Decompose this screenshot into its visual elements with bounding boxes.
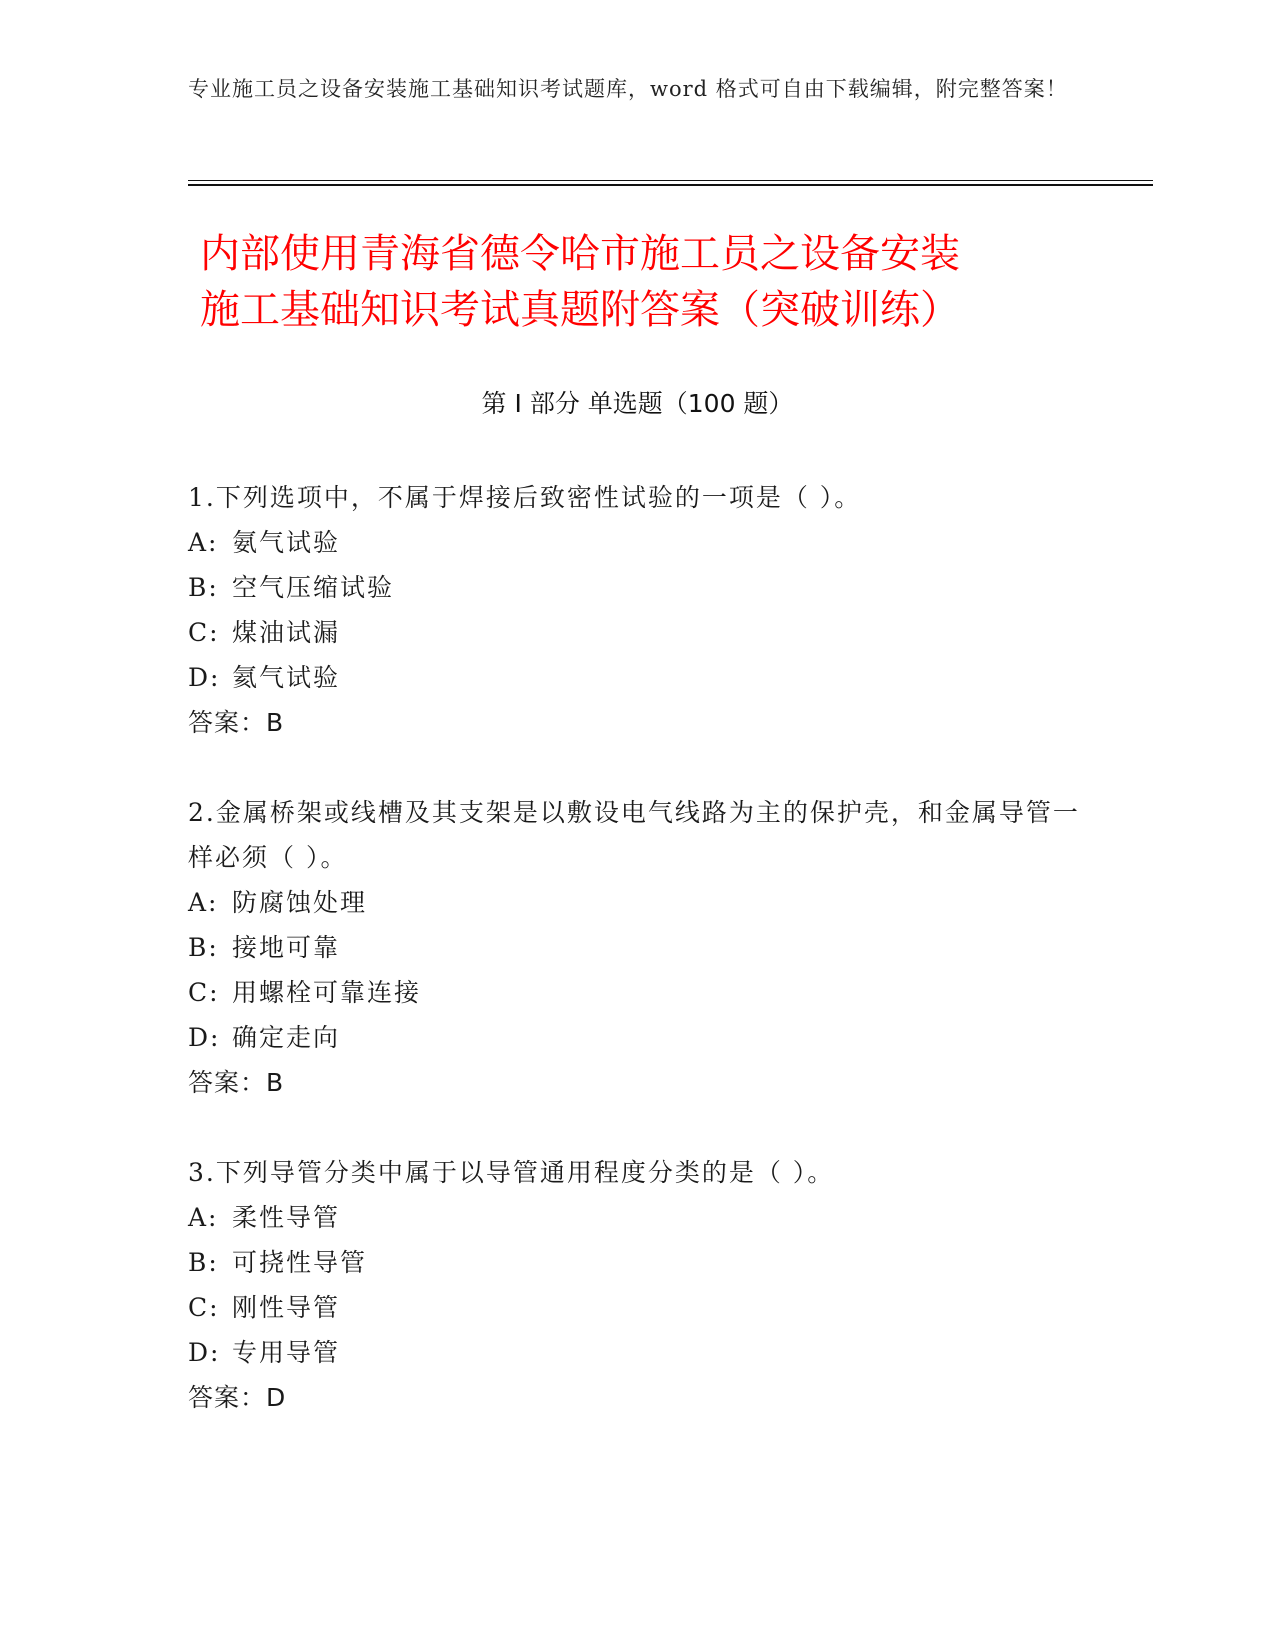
option-text: 氨气试验 <box>232 528 341 557</box>
option-letter: A: <box>188 888 219 917</box>
answer-line: 答案：B <box>188 708 285 737</box>
question-stem: 2.金属桥架或线槽及其支架是以敷设电气线路为主的保护壳，和金属导管一样必须（ ）。 <box>188 798 1080 872</box>
section-heading: 第 I 部分 单选题（100 题） <box>481 389 794 418</box>
document-title-line-1: 内部使用青海省德令哈市施工员之设备安装 <box>200 231 960 277</box>
option-text: 确定走向 <box>232 1023 341 1052</box>
header-divider-thin <box>188 180 1153 181</box>
option-d <box>188 1015 1088 1060</box>
option-c <box>188 1285 1088 1330</box>
answer-line: 答案：B <box>188 1068 285 1097</box>
question-list <box>188 475 1088 1465</box>
question-3 <box>188 1150 1088 1420</box>
option-text: 防腐蚀处理 <box>232 888 368 917</box>
document-title-line-2: 施工基础知识考试真题附答案（突破训练） <box>200 287 960 333</box>
option-letter: A: <box>188 1203 219 1232</box>
option-text: 可挠性导管 <box>232 1248 368 1277</box>
option-letter: B: <box>188 573 219 602</box>
option-text: 煤油试漏 <box>232 618 341 647</box>
option-a <box>188 1195 1088 1240</box>
header-divider-thick <box>188 184 1153 186</box>
question-stem: 3.下列导管分类中属于以导管通用程度分类的是（ ）。 <box>188 1158 835 1187</box>
header-note: 专业施工员之设备安装施工基础知识考试题库，word 格式可自由下载编辑，附完整答案！ <box>188 77 1068 101</box>
option-text: 用螺栓可靠连接 <box>232 978 422 1007</box>
option-letter: A: <box>188 528 219 557</box>
option-c <box>188 610 1088 655</box>
option-letter: C: <box>188 1293 220 1322</box>
option-b <box>188 925 1088 970</box>
option-text: 接地可靠 <box>232 933 341 962</box>
option-a <box>188 880 1088 925</box>
option-letter: C: <box>188 978 220 1007</box>
option-d <box>188 655 1088 700</box>
option-text: 刚性导管 <box>232 1293 341 1322</box>
option-letter: D: <box>188 1338 221 1367</box>
question-2 <box>188 790 1088 1105</box>
question-stem: 1.下列选项中，不属于焊接后致密性试验的一项是（ ）。 <box>188 483 862 512</box>
question-1 <box>188 475 1088 745</box>
option-text: 空气压缩试验 <box>232 573 395 602</box>
answer-line: 答案：D <box>188 1383 287 1412</box>
option-d <box>188 1330 1088 1375</box>
option-b <box>188 565 1088 610</box>
option-text: 专用导管 <box>232 1338 341 1367</box>
option-a <box>188 520 1088 565</box>
option-b <box>188 1240 1088 1285</box>
option-letter: D: <box>188 1023 221 1052</box>
option-letter: D: <box>188 663 221 692</box>
option-c <box>188 970 1088 1015</box>
option-letter: B: <box>188 933 219 962</box>
option-text: 氦气试验 <box>232 663 341 692</box>
document-title <box>200 226 1100 338</box>
option-letter: B: <box>188 1248 219 1277</box>
option-text: 柔性导管 <box>232 1203 341 1232</box>
option-letter: C: <box>188 618 220 647</box>
